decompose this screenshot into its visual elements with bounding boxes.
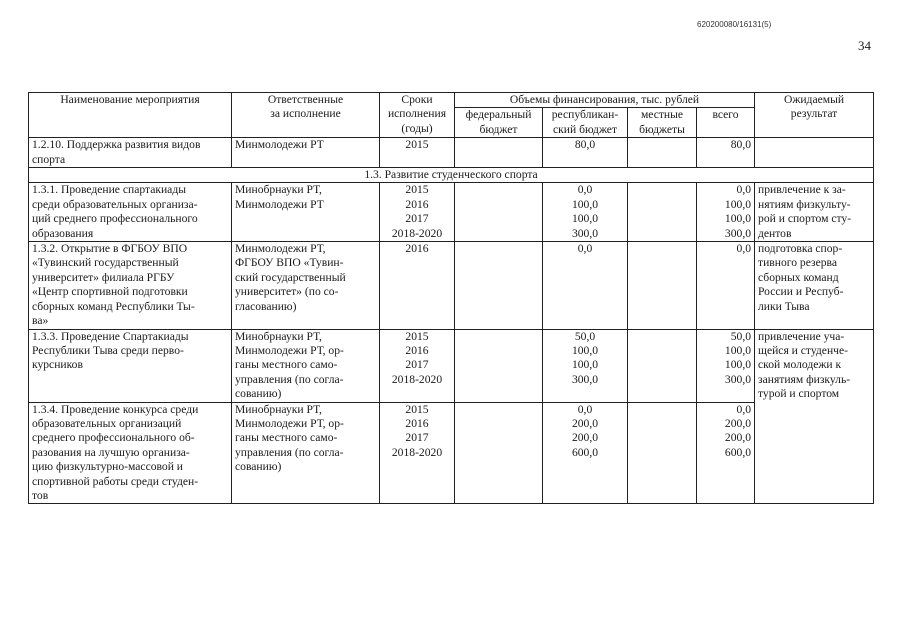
table-row-1-3-3 bbox=[29, 329, 874, 402]
cell-result bbox=[755, 138, 874, 168]
cell-name: 1.3.2. Открытие в ФГБОУ ВПО «Тувинский государственный университет» филиала РГБУ «Центр спортивной подготовки сборных команд Республики Ты- ва» bbox=[29, 242, 232, 329]
cell-republic: 0,0 bbox=[543, 242, 628, 329]
cell-federal bbox=[455, 138, 543, 168]
cell-result: привлечение уча- щейся и студенче- ской молодежи к занятиям физкуль- турой и спортом bbox=[755, 329, 874, 504]
cell-local bbox=[628, 138, 697, 168]
cell-name: 1.3.4. Проведение конкурса среди образовательных организаций среднего профессионального об- разования на лучшую организа- цию физкультурно-массовой и спортивной работы среди студен- тов bbox=[29, 402, 232, 504]
cell-responsible: Минобрнауки РТ, Минмолодежи РТ, ор- ганы местного само- управления (по согла- сованию) bbox=[232, 329, 380, 402]
header-funding: Объемы финансирования, тыс. рублей bbox=[455, 93, 755, 108]
header-responsible: Ответственные за исполнение bbox=[232, 93, 380, 138]
cell-total: 80,0 bbox=[697, 138, 755, 168]
table-row-1-3-1 bbox=[29, 183, 874, 242]
table-row-1-3-4 bbox=[29, 402, 874, 504]
cell-local bbox=[628, 183, 697, 242]
cell-federal bbox=[455, 183, 543, 242]
header-federal: федеральный бюджет bbox=[455, 108, 543, 138]
cell-local bbox=[628, 242, 697, 329]
cell-years: 2016 bbox=[380, 242, 455, 329]
header-republic: республикан- ский бюджет bbox=[543, 108, 628, 138]
cell-republic: 50,0 100,0 100,0 300,0 bbox=[543, 329, 628, 402]
header-terms: Сроки исполнения (годы) bbox=[380, 93, 455, 138]
cell-responsible: Минмолодежи РТ, ФГБОУ ВПО «Тувин- ский государственный университет» (по со- гласованию) bbox=[232, 242, 380, 329]
header-local: местные бюджеты bbox=[628, 108, 697, 138]
cell-federal bbox=[455, 329, 543, 402]
page-number: 34 bbox=[858, 38, 871, 53]
cell-local bbox=[628, 402, 697, 504]
cell-responsible: Минмолодежи РТ bbox=[232, 138, 380, 168]
cell-years: 2015 2016 2017 2018-2020 bbox=[380, 183, 455, 242]
cell-result: подготовка спор- тивного резерва сборных команд России и Респуб- лики Тыва bbox=[755, 242, 874, 329]
section-row bbox=[29, 168, 874, 183]
cell-federal bbox=[455, 402, 543, 504]
cell-total: 0,0 200,0 200,0 600,0 bbox=[697, 402, 755, 504]
header-total: всего bbox=[697, 108, 755, 138]
cell-republic: 0,0 200,0 200,0 600,0 bbox=[543, 402, 628, 504]
cell-total: 0,0 100,0 100,0 300,0 bbox=[697, 183, 755, 242]
cell-years: 2015 2016 2017 2018-2020 bbox=[380, 329, 455, 402]
table-row-1-3-2 bbox=[29, 242, 874, 329]
funding-table bbox=[28, 92, 874, 504]
cell-name: 1.2.10. Поддержка развития видов спорта bbox=[29, 138, 232, 168]
cell-years: 2015 bbox=[380, 138, 455, 168]
cell-federal bbox=[455, 242, 543, 329]
cell-responsible: Минобрнауки РТ, Минмолодежи РТ, ор- ганы местного само- управления (по согла- сованию) bbox=[232, 402, 380, 504]
cell-name: 1.3.3. Проведение Спартакиады Республики Тыва среди перво- курсников bbox=[29, 329, 232, 402]
cell-total: 0,0 bbox=[697, 242, 755, 329]
cell-name: 1.3.1. Проведение спартакиады среди образовательных организа- ций среднего профессионального образования bbox=[29, 183, 232, 242]
header-name: Наименование мероприятия bbox=[29, 93, 232, 138]
section-title: 1.3. Развитие студенческого спорта bbox=[29, 168, 874, 183]
cell-result: привлечение к за- нятиям физкульту- рой и спортом сту- дентов bbox=[755, 183, 874, 242]
cell-local bbox=[628, 329, 697, 402]
cell-republic: 80,0 bbox=[543, 138, 628, 168]
cell-total: 50,0 100,0 100,0 300,0 bbox=[697, 329, 755, 402]
cell-republic: 0,0 100,0 100,0 300,0 bbox=[543, 183, 628, 242]
cell-responsible: Минобрнауки РТ, Минмолодежи РТ bbox=[232, 183, 380, 242]
document-id: 620200080/16131(5) bbox=[697, 20, 772, 29]
table-row-1-2-10 bbox=[29, 138, 874, 168]
table-header-row bbox=[29, 93, 874, 108]
cell-years: 2015 2016 2017 2018-2020 bbox=[380, 402, 455, 504]
header-result: Ожидаемый результат bbox=[755, 93, 874, 138]
